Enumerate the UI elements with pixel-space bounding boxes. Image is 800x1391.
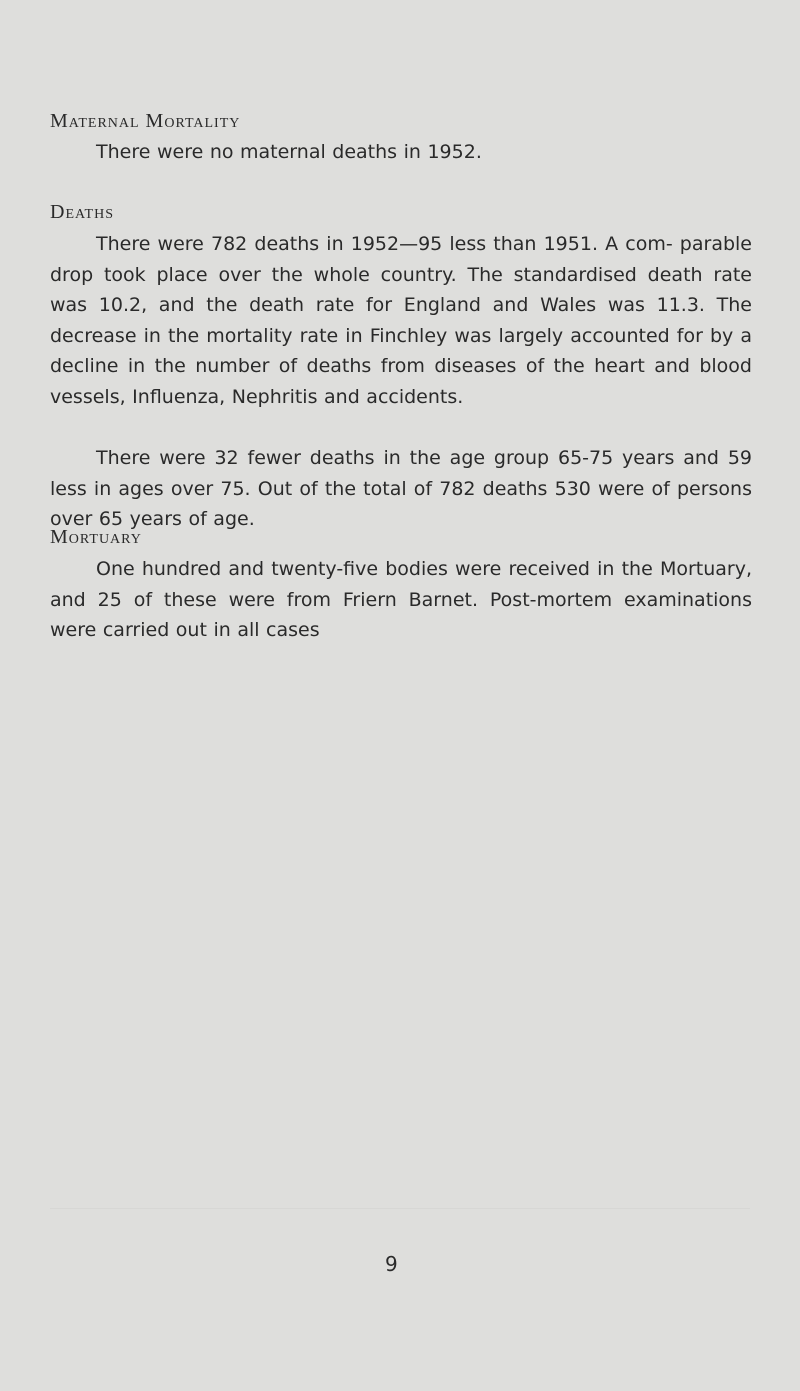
page-number: 9 [385, 1252, 398, 1276]
mortuary-heading: Mortuary [50, 526, 142, 548]
document-page [50, 0, 755, 1391]
mortuary-paragraph: One hundred and twenty-five bodies were received in the Mortuary, and 25 of these were from Friern Barnet. Post-mortem examinations were carried out in all cases [50, 558, 752, 641]
deaths-heading: Deaths [50, 201, 115, 223]
maternal-mortality-heading: Maternal Mortality [50, 110, 241, 132]
deaths-paragraph-2: There were 32 fewer deaths in the age group 65-75 years and 59 less in ages over 75. Out of the total of 782 deaths 530 were of persons over 65 years of age. [50, 447, 752, 530]
page-divider [50, 1208, 750, 1209]
deaths-paragraph-1: There were 782 deaths in 1952—95 less than 1951. A com- parable drop took place over the whole country. The standardised death rate was 10.2, and the death rate for England and Wales was 11.3. The decrease in the mortality rate in Finchley was largely accounted for by a decline in the number of deaths from diseases of the heart and blood vessels, Influenza, Nephritis and accidents. [50, 233, 752, 408]
maternal-mortality-paragraph: There were no maternal deaths in 1952. [96, 141, 482, 163]
